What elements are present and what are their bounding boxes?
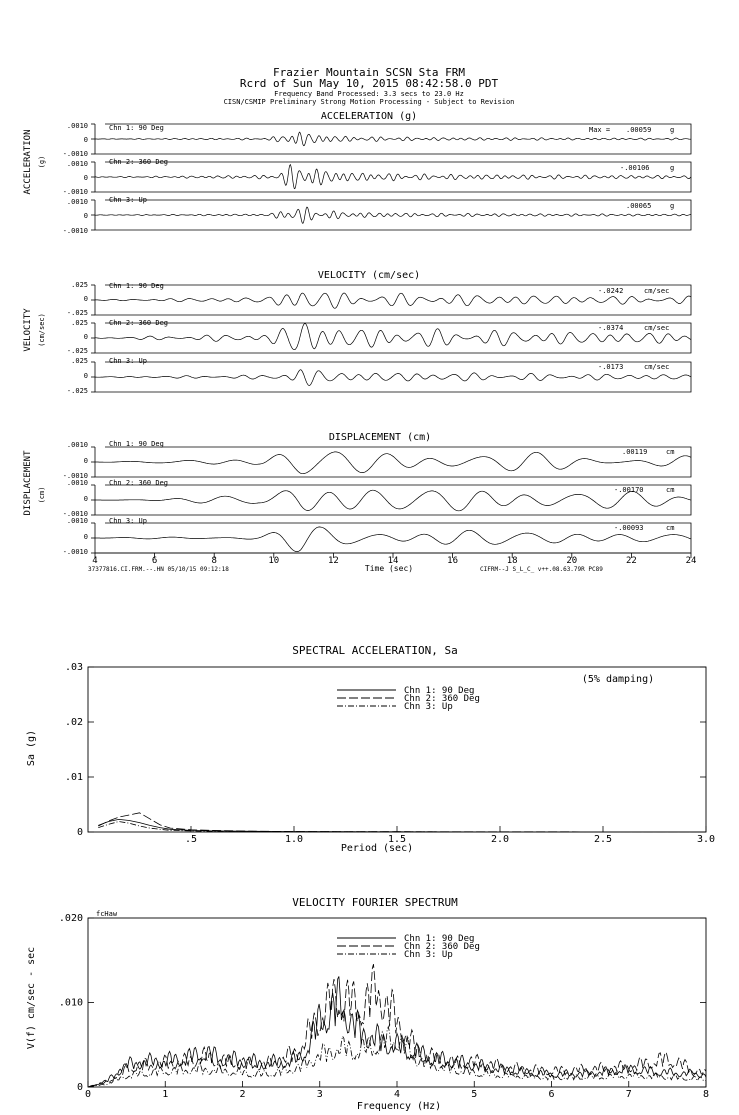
spectral-acceleration-chart xyxy=(26,644,715,854)
ytick-bottom: -.0010 xyxy=(62,188,88,196)
ytick-zero: 0 xyxy=(83,372,88,380)
time-tick-label: 12 xyxy=(327,556,339,566)
ytick-label: 0 xyxy=(76,827,83,838)
xtick-label: .5 xyxy=(184,834,198,845)
footer-processing-id: CIFRM--J S_L_C_ v++.08.63.79R PC89 xyxy=(480,566,603,573)
channel-trace xyxy=(95,452,691,474)
acceleration-channel-3 xyxy=(63,196,691,235)
channel-unit: g xyxy=(670,202,675,210)
channel-unit: cm xyxy=(666,486,675,494)
ytick-bottom: -.0010 xyxy=(62,472,88,480)
ytick-bottom: -.025 xyxy=(66,347,88,355)
channel-peak: -.0242 xyxy=(598,287,624,295)
channel-unit: cm xyxy=(666,448,675,456)
xtick-label: 2.5 xyxy=(593,834,613,845)
ytick-bottom: -.0010 xyxy=(62,227,88,235)
channel-frame xyxy=(95,447,691,477)
acceleration-ylabel-unit: (g) xyxy=(38,155,46,169)
fs-title: VELOCITY FOURIER SPECTRUM xyxy=(292,896,458,909)
xtick-label: 8 xyxy=(702,1089,710,1100)
acceleration-title: ACCELERATION (g) xyxy=(320,111,418,122)
ytick-top: .0010 xyxy=(66,441,88,449)
sa-title: SPECTRAL ACCELERATION, Sa xyxy=(292,644,458,657)
time-tick-label: 18 xyxy=(506,556,518,566)
channel-label: Chn 1: 90 Deg xyxy=(109,124,164,132)
legend-label-chn3: Chn 3: Up xyxy=(404,702,453,712)
time-tick-label: 4 xyxy=(92,556,98,566)
channel-unit: g xyxy=(670,126,675,134)
ytick-label: .010 xyxy=(58,997,83,1009)
ytick-label: 0 xyxy=(76,1082,83,1093)
channel-peak: .00065 xyxy=(626,202,652,210)
acceleration-channel-2 xyxy=(63,158,691,196)
footer-record-id: 37377816.CI.FRM.--.HN 05/10/15 09:12:18 xyxy=(88,566,229,573)
legend-label-chn2: Chn 2: 360 Deg xyxy=(404,694,480,704)
velocity-fourier-spectrum-chart xyxy=(26,896,709,1112)
acceleration-ylabel: ACCELERATION xyxy=(23,129,33,195)
velocity-channel-3 xyxy=(67,357,691,395)
velocity-title: VELOCITY (cm/sec) xyxy=(317,270,421,281)
channel-label: Chn 2: 360 Deg xyxy=(109,319,169,327)
ytick-zero: 0 xyxy=(83,533,88,541)
time-tick-label: 8 xyxy=(211,556,217,566)
displacement-channel-1 xyxy=(63,440,691,480)
ytick-label: .02 xyxy=(64,717,83,728)
time-tick-label: 20 xyxy=(566,556,578,566)
xtick-label: 2 xyxy=(239,1089,246,1100)
sa-xlabel: Period (sec) xyxy=(340,843,414,854)
xtick-label: 2.0 xyxy=(490,834,510,845)
series-line-chn2 xyxy=(98,813,706,832)
legend-label-chn1: Chn 1: 90 Deg xyxy=(404,686,475,696)
displacement-ylabel-unit: (cm) xyxy=(38,486,46,504)
channel-unit: cm/sec xyxy=(644,287,670,295)
channel-trace xyxy=(95,132,691,146)
ytick-zero: 0 xyxy=(83,136,88,144)
ytick-zero: 0 xyxy=(83,495,88,503)
ytick-top: .0010 xyxy=(66,479,88,487)
xtick-label: 6 xyxy=(548,1089,555,1100)
ytick-label: .03 xyxy=(64,662,83,673)
channel-label: Chn 3: Up xyxy=(109,357,147,365)
ytick-zero: 0 xyxy=(83,295,88,303)
time-tick-label: 16 xyxy=(447,556,459,566)
channel-trace xyxy=(95,207,691,223)
channel-label: Chn 1: 90 Deg xyxy=(109,282,164,290)
ytick-zero: 0 xyxy=(83,212,88,220)
xtick-label: 7 xyxy=(625,1089,632,1100)
header-record-time: Rcrd of Sun May 10, 2015 08:42:58.0 PDT xyxy=(239,77,499,90)
time-tick-label: 6 xyxy=(151,556,158,566)
ytick-label: .01 xyxy=(64,772,83,783)
ytick-top: .025 xyxy=(71,357,88,365)
channel-unit: cm xyxy=(666,524,675,532)
ytick-label: .020 xyxy=(58,913,83,924)
ytick-top: .0010 xyxy=(66,160,88,168)
record-header xyxy=(224,66,515,106)
ytick-zero: 0 xyxy=(83,333,88,341)
time-tick-label: 14 xyxy=(387,556,399,566)
xtick-label: 3 xyxy=(316,1089,323,1100)
channel-trace xyxy=(95,527,691,552)
channel-label: Chn 2: 360 Deg xyxy=(109,158,169,166)
plot-frame xyxy=(88,918,706,1087)
ytick-bottom: -.0010 xyxy=(62,548,88,556)
time-axis-label: Time (sec) xyxy=(364,564,414,573)
xtick-label: 5 xyxy=(471,1089,478,1100)
fs-xlabel: Frequency (Hz) xyxy=(356,1101,442,1112)
ytick-bottom: -.0010 xyxy=(62,510,88,518)
header-frequency-band: Frequency Band Processed: 3.3 secs to 23.0 Hz xyxy=(274,90,464,98)
velocity-channel-2 xyxy=(67,319,691,355)
ytick-top: .025 xyxy=(71,281,88,289)
channel-peak: -.0173 xyxy=(598,363,624,371)
plot-frame xyxy=(88,667,706,832)
velocity-channel-1 xyxy=(67,281,691,317)
xtick-label: 1.5 xyxy=(387,834,407,845)
channel-trace xyxy=(95,293,691,308)
channel-peak: -.0374 xyxy=(598,324,624,332)
channel-peak: -.00170 xyxy=(614,486,644,494)
acceleration-max-label: Max = xyxy=(589,126,611,134)
fs-ylabel: V(f) cm/sec - sec xyxy=(26,946,37,1050)
channel-label: Chn 1: 90 Deg xyxy=(109,440,164,448)
sa-damping-note: (5% damping) xyxy=(581,674,655,685)
xtick-label: 1 xyxy=(162,1089,169,1100)
ytick-bottom: -.0010 xyxy=(62,150,88,158)
channel-label: Chn 3: Up xyxy=(109,196,147,204)
ytick-top: .0010 xyxy=(66,122,88,130)
velocity-ylabel: VELOCITY xyxy=(23,308,33,352)
legend-label-chn3: Chn 3: Up xyxy=(404,950,453,960)
sa-legend xyxy=(337,686,480,712)
channel-frame xyxy=(95,485,691,515)
displacement-channel-3 xyxy=(63,517,691,556)
time-tick-label: 22 xyxy=(625,556,637,566)
channel-peak: .00119 xyxy=(622,448,648,456)
xtick-label: 0 xyxy=(84,1089,92,1100)
header-station: Frazier Mountain SCSN Sta FRM xyxy=(272,66,466,79)
series-line-chn3 xyxy=(88,1027,706,1087)
channel-peak: -.00106 xyxy=(620,164,650,172)
channel-label: Chn 2: 360 Deg xyxy=(109,479,169,487)
ytick-bottom: -.025 xyxy=(66,387,88,395)
channel-trace xyxy=(95,165,691,189)
ytick-bottom: -.025 xyxy=(66,309,88,317)
time-tick-label: 10 xyxy=(268,556,280,566)
header-processing-note: CISN/CSMIP Preliminary Strong Motion Processing - Subject to Revision xyxy=(223,98,515,106)
displacement-ylabel: DISPLACEMENT xyxy=(23,450,33,516)
channel-peak: .00059 xyxy=(626,126,652,134)
time-axis xyxy=(88,553,696,573)
time-tick-label: 24 xyxy=(685,556,697,566)
channel-peak: -.00093 xyxy=(614,524,644,532)
channel-unit: cm/sec xyxy=(644,363,670,371)
series-line-chn1 xyxy=(88,976,706,1087)
xtick-label: 4 xyxy=(393,1089,401,1100)
sa-ylabel: Sa (g) xyxy=(26,729,37,767)
ytick-zero: 0 xyxy=(83,174,88,182)
displacement-title: DISPLACEMENT (cm) xyxy=(328,432,432,443)
xtick-label: 3.0 xyxy=(696,834,716,845)
ytick-top: .025 xyxy=(71,319,88,327)
ytick-top: .0010 xyxy=(66,517,88,525)
ytick-top: .0010 xyxy=(66,198,88,206)
velocity-ylabel-unit: (cm/sec) xyxy=(38,313,46,347)
channel-trace xyxy=(95,490,691,511)
channel-unit: cm/sec xyxy=(644,324,670,332)
legend-label-chn1: Chn 1: 90 Deg xyxy=(404,934,475,944)
channel-trace xyxy=(95,370,691,386)
channel-unit: g xyxy=(670,164,675,172)
displacement-channel-2 xyxy=(63,479,691,518)
fs-legend xyxy=(337,934,480,960)
channel-label: Chn 3: Up xyxy=(109,517,147,525)
ytick-zero: 0 xyxy=(83,457,88,465)
series-line-chn2 xyxy=(88,964,706,1087)
xtick-label: 1.0 xyxy=(284,834,304,845)
legend-label-chn2: Chn 2: 360 Deg xyxy=(404,942,480,952)
fs-corner-label: fcHaw xyxy=(96,910,118,918)
